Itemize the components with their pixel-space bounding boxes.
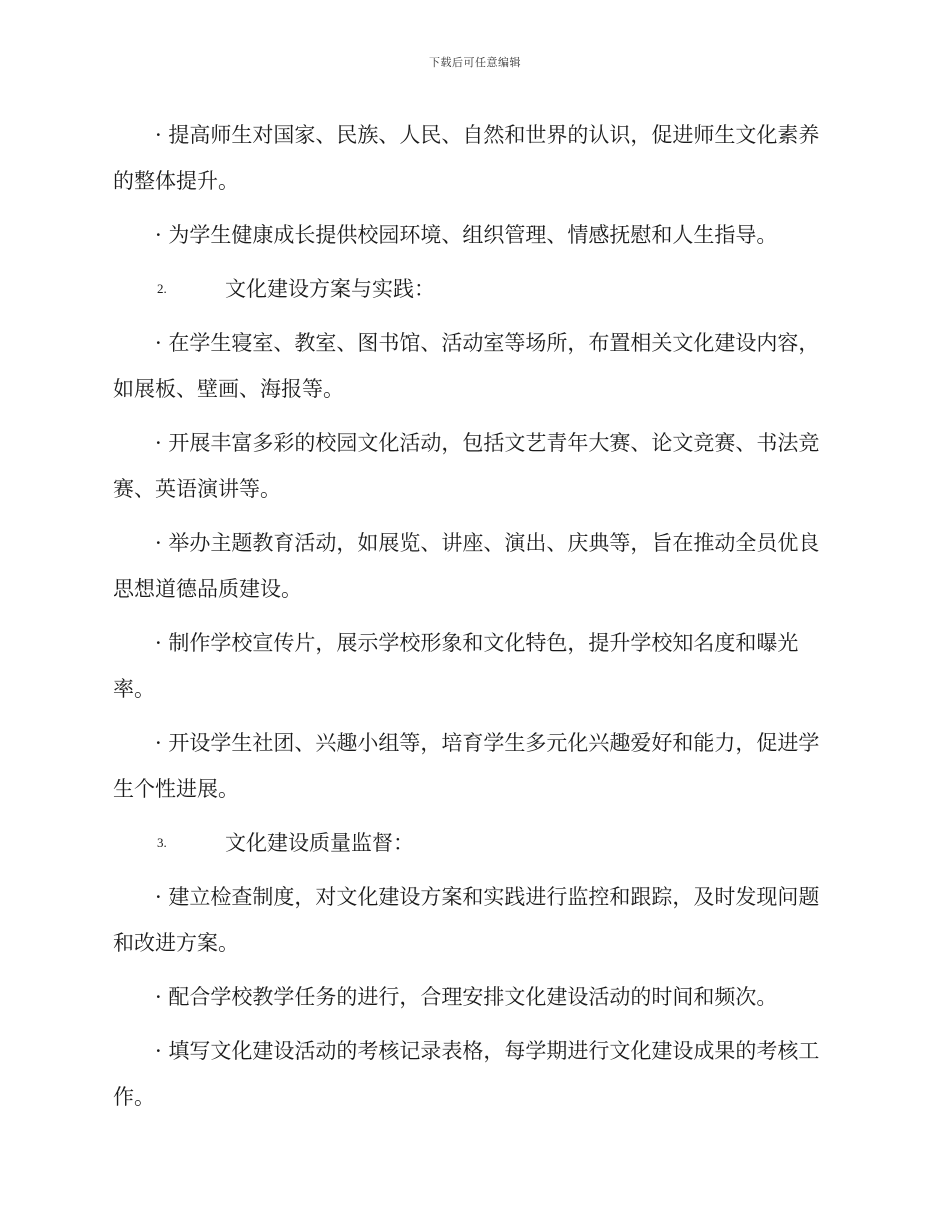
section-title: 文化建设方案与实践： [225,277,435,301]
bullet-paragraph: · 举办主题教育活动，如展览、讲座、演出、庆典等，旨在推动全员优良思想道德品质建设。 [113,531,820,601]
section-title: 文化建设质量监督： [225,831,414,855]
section-number: 2. [157,281,167,296]
section-heading [113,266,823,312]
bullet-paragraph: · 填写文化建设活动的考核记录表格，每学期进行文化建设成果的考核工作。 [113,1039,820,1109]
bullet-paragraph: · 制作学校宣传片，展示学校形象和文化特色，提升学校知名度和曝光率。 [113,631,799,701]
page-header: 下载后可任意编辑 [429,56,521,69]
section-number: 3. [157,835,167,850]
bullet-paragraph: · 开设学生社团、兴趣小组等，培育学生多元化兴趣爱好和能力，促进学生个性进展。 [113,731,820,801]
bullet-paragraph: · 配合学校教学任务的进行，合理安排文化建设活动的时间和频次。 [155,985,778,1009]
document-body [113,112,823,1128]
section-heading [113,820,823,866]
bullet-paragraph: · 开展丰富多彩的校园文化活动，包括文艺青年大赛、论文竞赛、书法竞赛、英语演讲等。 [113,431,820,501]
bullet-paragraph: · 为学生健康成长提供校园环境、组织管理、情感抚慰和人生指导。 [155,223,778,247]
bullet-paragraph: · 提高师生对国家、民族、人民、自然和世界的认识，促进师生文化素养的整体提升。 [113,123,820,193]
bullet-paragraph: · 在学生寝室、教室、图书馆、活动室等场所，布置相关文化建设内容，如展板、壁画、海报等。 [113,331,820,401]
bullet-paragraph: · 建立检查制度，对文化建设方案和实践进行监控和跟踪，及时发现问题和改进方案。 [113,885,820,955]
